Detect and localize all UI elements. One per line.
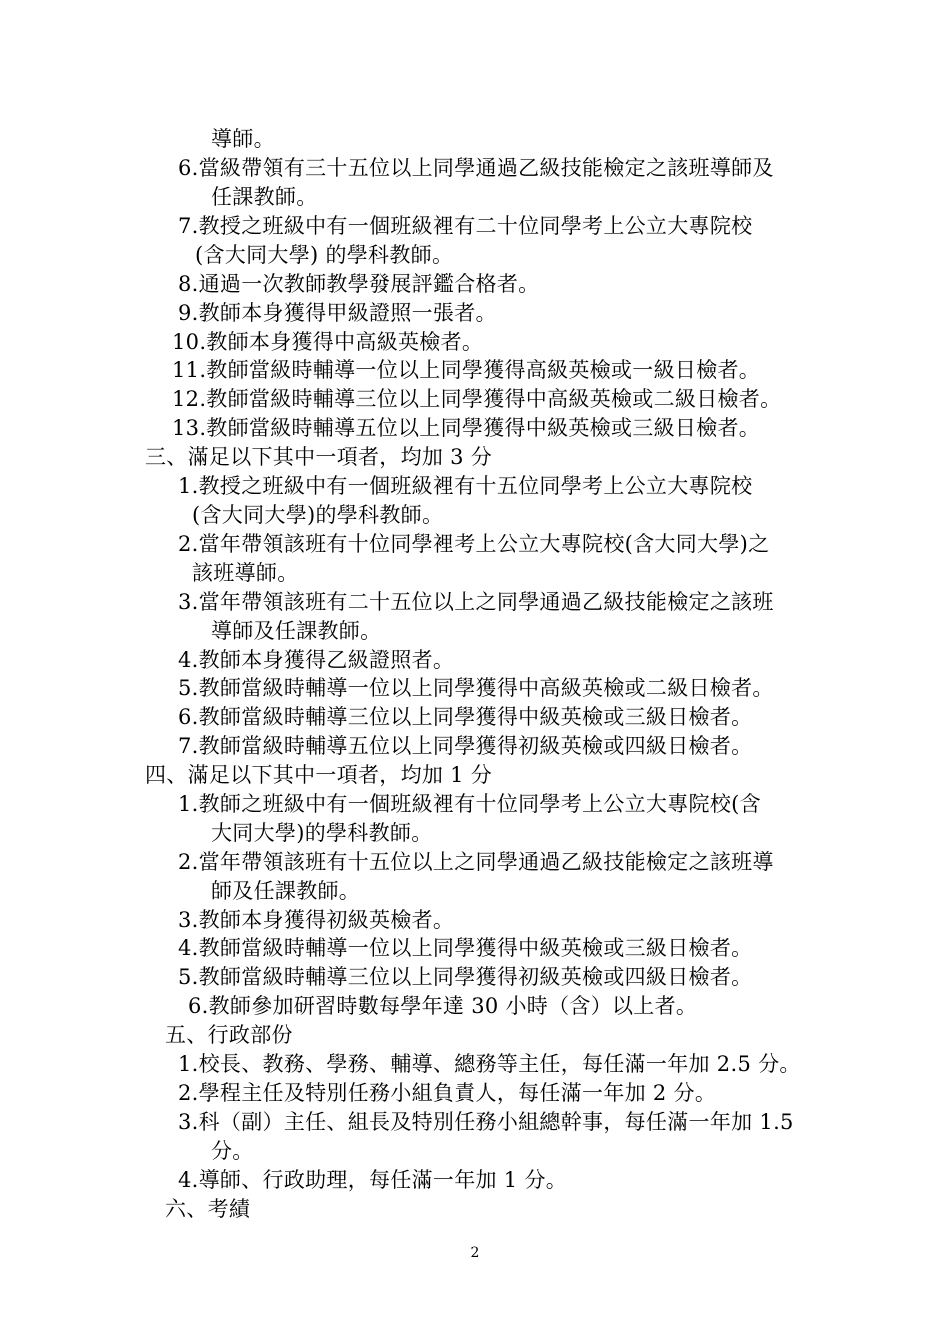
text-line: 該班導師。	[192, 561, 299, 585]
text-line: 導師。	[211, 127, 275, 151]
text-line: 13.教師當級時輔導五位以上同學獲得中級英檢或三級日檢者。	[172, 416, 761, 440]
text-line: 4.教師本身獲得乙級證照者。	[178, 648, 455, 672]
text-line: 11.教師當級時輔導一位以上同學獲得高級英檢或一級日檢者。	[172, 358, 761, 382]
text-line: 3.當年帶領該班有二十五位以上之同學通過乙級技能檢定之該班	[178, 590, 774, 614]
text-line: 6.教師當級時輔導三位以上同學獲得中級英檢或三級日檢者。	[178, 705, 753, 729]
text-line: 9.教師本身獲得甲級證照一張者。	[178, 301, 497, 325]
text-line: 大同大學)的學科教師。	[211, 821, 433, 845]
text-line: 2.當年帶領該班有十五位以上之同學通過乙級技能檢定之該班導	[178, 850, 774, 874]
text-line: 5.教師當級時輔導一位以上同學獲得中高級英檢或二級日檢者。	[178, 676, 774, 700]
text-line: 6.當級帶領有三十五位以上同學通過乙級技能檢定之該班導師及	[178, 156, 774, 180]
section-heading: 五、行政部份	[165, 1023, 293, 1047]
text-line: 導師及任課教師。	[211, 619, 382, 643]
text-line: (含大同大學)的學科教師。	[192, 503, 444, 527]
section-heading: 三、滿足以下其中一項者，均加 3 分	[145, 445, 493, 469]
text-line: 3.教師本身獲得初級英檢者。	[178, 908, 455, 932]
text-line: 任課教師。	[211, 185, 318, 209]
text-line: 3.科（副）主任、組長及特別任務小組總幹事，每任滿一年加 1.5	[178, 1110, 794, 1134]
section-heading: 四、滿足以下其中一項者，均加 1 分	[145, 763, 493, 787]
text-line: 1.教授之班級中有一個班級裡有十五位同學考上公立大專院校	[178, 474, 753, 498]
text-line: 4.導師、行政助理，每任滿一年加 1 分。	[178, 1168, 568, 1192]
section-heading: 六、考績	[165, 1197, 251, 1221]
text-line: 5.教師當級時輔導三位以上同學獲得初級英檢或四級日檢者。	[178, 965, 753, 989]
text-line: (含大同大學) 的學科教師。	[195, 243, 454, 267]
text-line: 4.教師當級時輔導一位以上同學獲得中級英檢或三級日檢者。	[178, 936, 753, 960]
text-line: 2.學程主任及特別任務小組負責人，每任滿一年加 2 分。	[178, 1081, 717, 1105]
text-line: 師及任課教師。	[211, 879, 361, 903]
text-line: 10.教師本身獲得中高級英檢者。	[172, 330, 484, 354]
text-line: 2.當年帶領該班有十位同學裡考上公立大專院校(含大同大學)之	[178, 532, 770, 556]
text-line: 1.校長、教務、學務、輔導、總務等主任，每任滿一年加 2.5 分。	[178, 1052, 801, 1076]
text-line: 6.教師參加研習時數每學年達 30 小時（含）以上者。	[188, 994, 698, 1018]
page-number: 2	[470, 1245, 480, 1261]
text-line: 8.通過一次教師教學發展評鑑合格者。	[178, 272, 540, 296]
text-line: 7.教師當級時輔導五位以上同學獲得初級英檢或四級日檢者。	[178, 734, 753, 758]
text-line: 1.教師之班級中有一個班級裡有十位同學考上公立大專院校(含	[178, 792, 761, 816]
text-line: 分。	[211, 1139, 254, 1163]
text-line: 7.教授之班級中有一個班級裡有二十位同學考上公立大專院校	[178, 214, 753, 238]
text-line: 12.教師當級時輔導三位以上同學獲得中高級英檢或二級日檢者。	[172, 387, 782, 411]
